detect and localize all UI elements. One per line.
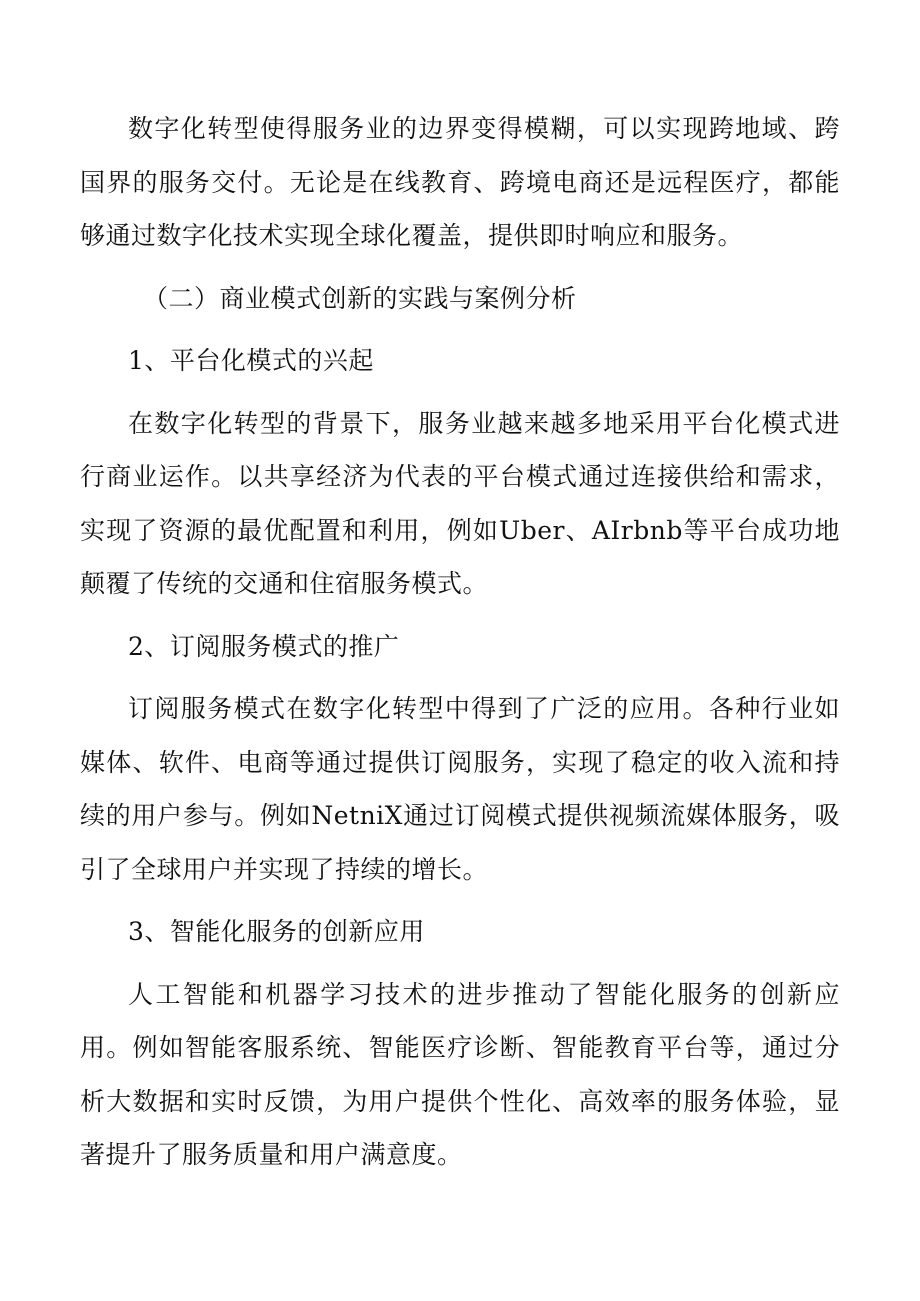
spacer — [80, 325, 840, 334]
subsection-title: 3、智能化服务的创新应用 — [128, 917, 425, 946]
spacer — [80, 959, 840, 968]
subsection-title: 2、订阅服务模式的推广 — [128, 631, 400, 661]
body-paragraph: 订阅服务模式在数字化转型中得到了广泛的应用。各种行业如媒体、软件、电商等通过提供订阅服务，实现了稳定的收入流和持续的用户参与。例如NetniX通过订阅模式提供视频流媒体服务，吸引了全球用户并实现了持续的增长。 — [80, 694, 840, 884]
section-title: （二）商业模式创新的实践与案例分析 — [143, 283, 577, 313]
subsection-title: 1、平台化模式的兴起 — [128, 346, 374, 375]
spacer — [80, 673, 840, 682]
body-paragraph: 数字化转型使得服务业的边界变得模糊，可以实现跨地域、跨国界的服务交付。无论是在线教育、跨境电商还是远程医疗，都能够通过数字化技术实现全球化覆盖，提供即时响应和服务。 — [80, 114, 840, 250]
spacer — [80, 611, 840, 620]
spacer — [80, 896, 840, 905]
spacer — [80, 263, 840, 272]
body-paragraph: 在数字化转型的背景下，服务业越来越多地采用平台化模式进行商业运作。以共享经济为代表的平台模式通过连接供给和需求，实现了资源的最优配置和利用，例如Uber、AIrbnb等平台成功地颠覆了传统的交通和住宿服务模式。 — [80, 408, 840, 598]
document-page — [80, 102, 840, 1182]
spacer — [80, 388, 840, 397]
body-paragraph: 人工智能和机器学习技术的进步推动了智能化服务的创新应用。例如智能客服系统、智能医疗诊断、智能教育平台等，通过分析大数据和实时反馈，为用户提供个性化、高效率的服务体验，显著提升了服务质量和用户满意度。 — [80, 979, 840, 1169]
